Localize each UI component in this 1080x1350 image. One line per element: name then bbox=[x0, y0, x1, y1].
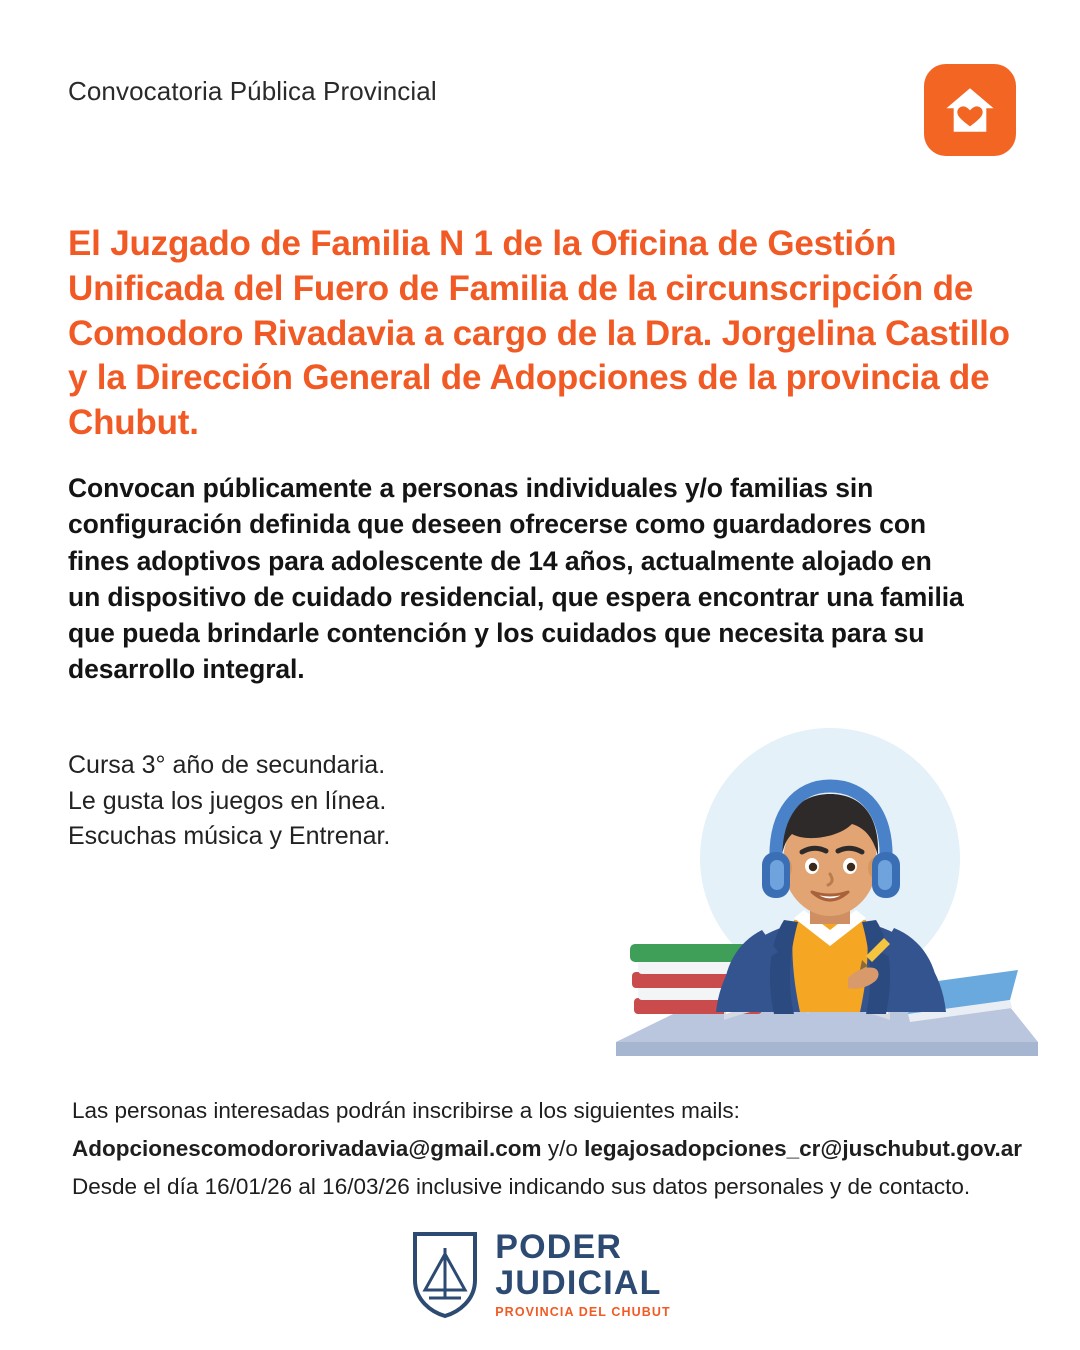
contact-intro: Las personas interesadas podrán inscribirse a los siguientes mails: bbox=[72, 1098, 740, 1123]
footer-wordmark bbox=[495, 1227, 671, 1319]
email-address-secondary[interactable]: legajosadopciones_cr@juschubut.gov.ar bbox=[584, 1135, 1022, 1161]
footer-logo bbox=[0, 1228, 1080, 1320]
footer-province: PROVINCIA DEL CHUBUT bbox=[495, 1304, 671, 1319]
scales-of-justice-shield-icon bbox=[409, 1228, 481, 1320]
poster-header bbox=[68, 64, 1016, 160]
profile-line-1: Cursa 3° año de secundaria. bbox=[68, 751, 386, 779]
email-address-primary[interactable]: Adopcionescomodororivadavia@gmail.com bbox=[72, 1135, 542, 1161]
profile-description bbox=[68, 748, 588, 855]
contact-emails bbox=[72, 1132, 1032, 1166]
house-heart-icon bbox=[924, 64, 1016, 156]
contact-block bbox=[72, 1094, 1032, 1203]
page-title: Convocatoria Pública Provincial bbox=[68, 76, 437, 106]
footer-judicial: JUDICIAL bbox=[495, 1263, 662, 1302]
contact-conjunction: y/o bbox=[547, 1135, 578, 1161]
profile-line-3: Escuchas música y Entrenar. bbox=[68, 822, 391, 850]
profile-line-2: Le gusta los juegos en línea. bbox=[68, 786, 387, 815]
headline-text: El Juzgado de Familia N 1 de la Oficina de Gestión Unificada del Fuero de Familia de la circunscripción de Comodoro Rivadavia a cargo de la Dra. Jorgelina Castillo y la Dirección General de Adopciones de la provincia de Chubut. bbox=[68, 224, 1010, 443]
contact-dates: Desde el día 16/01/26 al 16/03/26 inclusive indicando sus datos personales y de contacto. bbox=[72, 1173, 971, 1199]
footer-poder: PODER bbox=[495, 1227, 623, 1266]
body-paragraph: Convocan públicamente a personas individuales y/o familias sin configuración definida que deseen ofrecerse como guardadores con fines adoptivos para adolescente de 14 años, actualmente alojado en un dispositivo de cuidado residencial, que espera encontrar una familia que pueda brindarle contención y los cuidados que necesita para su desarrollo integral. bbox=[68, 473, 964, 685]
teen-studying-with-headphones-illustration bbox=[598, 712, 1038, 1084]
